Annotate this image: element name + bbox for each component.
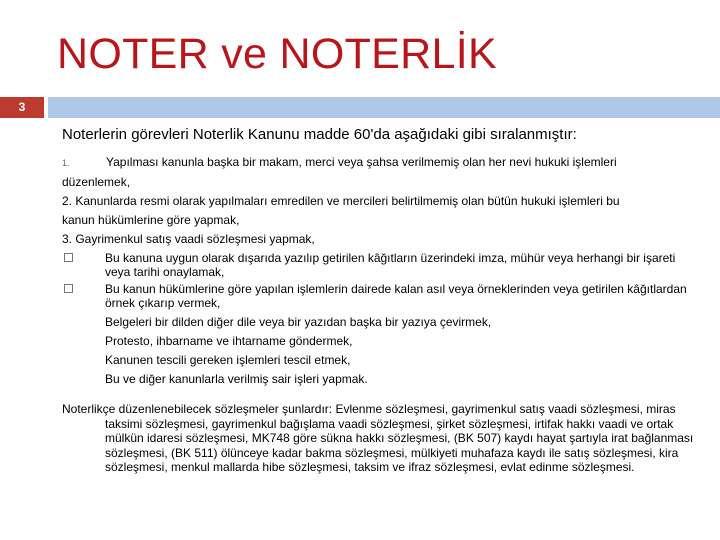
item-1-text: Yapılması kanunla başka bir makam, merci veya şahsa verilmemiş olan her nevi hukuki işlemleri [106, 155, 617, 169]
bullet-item-2 [62, 282, 702, 310]
item-3: 3. Gayrimenkul satış vaadi sözleşmesi yapmak, [62, 232, 315, 246]
item-2: 2. Kanunlarda resmi olarak yapılmaları emredilen ve mercileri belirtilmemiş olan bütün hukuki işlemleri bu [62, 194, 620, 208]
bullet-item-1-text: Bu kanuna uygun olarak dışarıda yazılıp getirilen kâğıtların üzerindeki imza, mühür veya herhangi bir işareti veya tarihi onaylamak, [105, 251, 676, 279]
list-line-c: Kanunen tescili gereken işlemleri tescil etmek, [105, 353, 351, 367]
slide-content [62, 125, 702, 475]
item-2-continued: kanun hükümlerine göre yapmak, [62, 213, 240, 227]
square-bullet-icon [64, 284, 73, 293]
bullet-item-1 [62, 251, 702, 279]
item-1-number: 1. [62, 158, 70, 168]
square-bullet-icon [64, 253, 73, 262]
content-heading: Noterlerin görevleri Noterlik Kanunu madde 60'da aşağıdaki gibi sıralanmıştır: [62, 126, 577, 143]
contracts-paragraph: Noterlikçe düzenlenebilecek sözleşmeler şunlardır: Evlenme sözleşmesi, gayrimenkul satış vaadi sözleşmesi, miras taksimi sözleşmesi, gayrimenkul bağışlama vaadi sözleşmesi, şirket sözleşmesi, irtifak hakkı vaadi ve ortak mülkün idaresi sözleşmesi, MK748 göre sükna hakkı sözleşmesi, (BK 507) kaydı hayat şartıyla irat bağlanması sözleşmesi, (BK 511) ölünceye kadar bakma sözleşmesi, mülkiyeti muhafaza kaydı ile satış sözleşmesi, kira sözleşmesi, menkul mallarda hibe sözleşmesi, taksim ve ifraz sözleşmesi, evlat edinme sözleşmesi. [62, 402, 694, 474]
list-line-d: Bu ve diğer kanunlarla verilmiş sair işleri yapmak. [105, 372, 368, 386]
item-1 [62, 153, 702, 173]
list-line-a: Belgeleri bir dilden diğer dile veya bir yazıdan başka bir yazıya çevirmek, [105, 315, 492, 329]
item-1-continued: düzenlemek, [62, 175, 131, 189]
header-bar [48, 97, 720, 118]
list-line-b: Protesto, ihbarname ve ihtarname göndermek, [105, 334, 353, 348]
bullet-item-2-text: Bu kanun hükümlerine göre yapılan işlemlerin dairede kalan asıl veya örneklerinden veya getirilen kâğıtlardan örnek çıkarıp vermek, [105, 282, 687, 310]
slide-title: NOTER ve NOTERLİK [57, 30, 497, 78]
slide-number: 3 [0, 97, 44, 118]
